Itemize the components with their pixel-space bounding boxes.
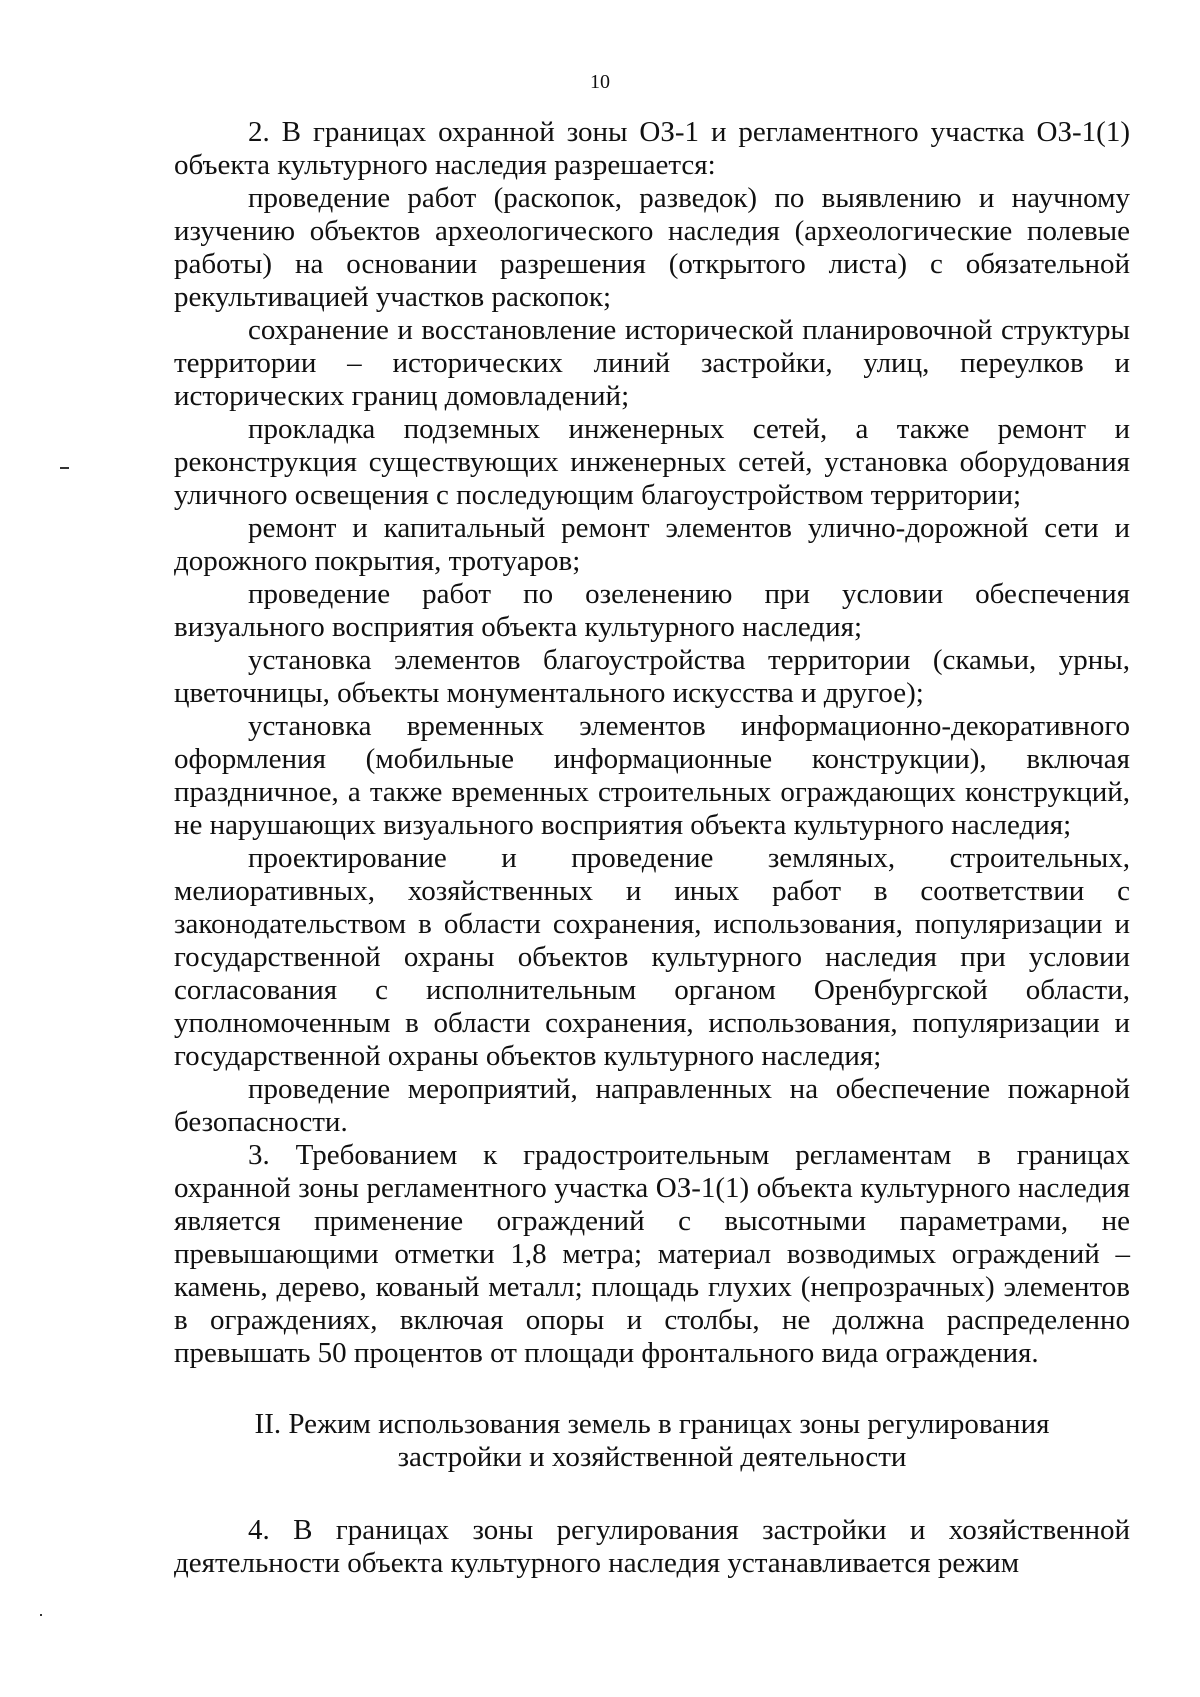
paragraph-engineering-networks: прокладка подземных инженерных сетей, а также ремонт и реконструкция существующих инженерных сетей, установка оборудования уличного освещения с последующим благоустройством территории; — [174, 413, 1130, 511]
paragraph-item-2: 2. В границах охранной зоны ОЗ-1 и регламентного участка ОЗ-1(1) объекта культурного наследия разрешается: — [174, 116, 1130, 181]
page-number: 10 — [590, 71, 610, 93]
paragraph-landscaping: проведение работ по озеленению при условии обеспечения визуального восприятия объекта культурного наследия; — [174, 578, 1130, 643]
paragraph-item-3: 3. Требованием к градостроительным регламентам в границах охранной зоны регламентного участка ОЗ-1(1) объекта культурного наследия является применение ограждений с высотными параметрами, не превышающими отметки 1,8 метра; материал возводимых ограждений – камень, дерево, кованый металл; площадь глухих (непрозрачных) элементов в ограждениях, включая опоры и столбы, не должна распределенно превышать 50 процентов от площади фронтального вида ограждения. — [174, 1139, 1130, 1369]
paragraph-improvement-elements: установка элементов благоустройства территории (скамьи, урны, цветочницы, объекты монументального искусства и другое); — [174, 644, 1130, 709]
paragraph-road-repair: ремонт и капитальный ремонт элементов улично-дорожной сети и дорожного покрытия, тротуаров; — [174, 512, 1130, 577]
margin-scan-mark — [60, 467, 69, 469]
paragraph-design-and-works: проектирование и проведение земляных, строительных, мелиоративных, хозяйственных и иных работ в соответствии с законодательством в области сохранения, использования, популяризации и государственной охраны объектов культурного наследия при условии согласования с исполнительным органом Оренбургской области, уполномоченным в области сохранения, использования, популяризации и государственной охраны объектов культурного наследия; — [174, 842, 1130, 1072]
margin-scan-dot — [40, 1614, 42, 1616]
section-heading-line-2: застройки и хозяйственной деятельности — [397, 1441, 907, 1473]
section-heading-line-1: II. Режим использования земель в границах зоны регулирования — [254, 1408, 1050, 1440]
paragraph-item-4: 4. В границах зоны регулирования застройки и хозяйственной деятельности объекта культурного наследия устанавливается режим — [174, 1514, 1130, 1579]
paragraph-fire-safety: проведение мероприятий, направленных на обеспечение пожарной безопасности. — [174, 1073, 1130, 1138]
document-body — [174, 116, 1130, 1580]
paragraph-planning-structure: сохранение и восстановление исторической планировочной структуры территории – исторических линий застройки, улиц, переулков и исторических границ домовладений; — [174, 314, 1130, 412]
paragraph-temporary-elements: установка временных элементов информационно-декоративного оформления (мобильные информационные конструкции), включая праздничное, а также временных строительных ограждающих конструкций, не нарушающих визуального восприятия объекта культурного наследия; — [174, 710, 1130, 841]
section-heading — [174, 1408, 1130, 1474]
paragraph-archaeological-works: проведение работ (раскопок, разведок) по выявлению и научному изучению объектов археологического наследия (археологические полевые работы) на основании разрешения (открытого листа) с обязательной рекультивацией участков раскопок; — [174, 182, 1130, 313]
